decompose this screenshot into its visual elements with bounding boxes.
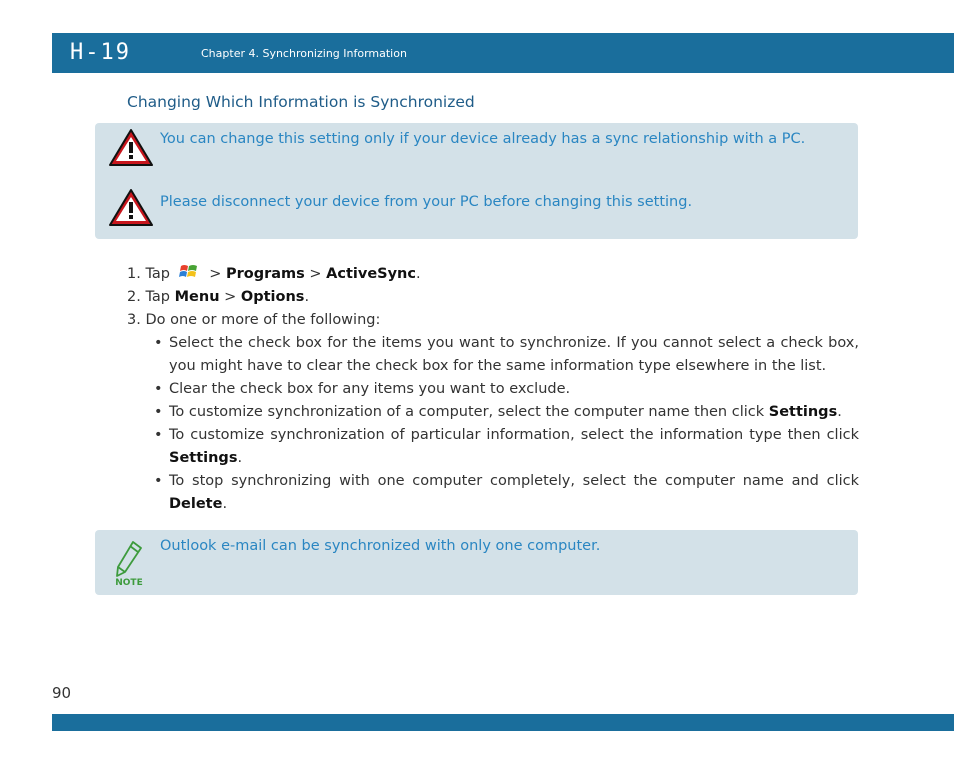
menu-path-options: Options	[240, 289, 305, 305]
instruction-steps	[127, 263, 859, 516]
section-title: Changing Which Information is Synchronized	[127, 93, 475, 111]
list-item: • To customize synchronization of a computer, select the computer name then click Settings.	[127, 401, 859, 424]
warning-text: Please disconnect your device from your PC before changing this setting.	[160, 194, 693, 210]
windows-start-icon	[179, 263, 199, 281]
warning-box	[95, 123, 858, 239]
warning-icon	[108, 187, 154, 227]
list-item: • Select the check box for the items you want to synchronize. If you cannot select a check box, you might have to clear the check box for the same information type elsewhere in the list.	[127, 332, 859, 378]
page-number: 90	[52, 684, 72, 702]
step-2: 2. Tap Menu > Options.	[127, 289, 310, 305]
list-item: • To customize synchronization of particular information, select the information type then click Settings.	[127, 424, 859, 470]
list-item: • Clear the check box for any items you want to exclude.	[127, 378, 859, 401]
header-bar	[52, 33, 954, 73]
warning-text: You can change this setting only if your device already has a sync relationship with a PC.	[160, 131, 806, 147]
warning-icon	[108, 127, 154, 167]
step-1: 1. Tap > Programs > ActiveSync.	[127, 263, 859, 286]
menu-path-activesync: ActiveSync	[326, 266, 416, 282]
model-name: H-19	[70, 40, 131, 65]
note-box	[95, 530, 858, 595]
chapter-title: Chapter 4. Synchronizing Information	[201, 47, 407, 60]
footer-bar	[52, 714, 954, 731]
note-pencil-icon	[113, 538, 145, 586]
note-label: NOTE	[115, 578, 143, 586]
options-list	[127, 332, 859, 516]
step-3: 3. Do one or more of the following:	[127, 312, 381, 328]
menu-path-menu: Menu	[174, 289, 220, 305]
list-item: • To stop synchronizing with one computer completely, select the computer name and click Delete.	[127, 470, 859, 516]
note-text: Outlook e-mail can be synchronized with only one computer.	[160, 538, 601, 554]
menu-path-programs: Programs	[225, 266, 305, 282]
